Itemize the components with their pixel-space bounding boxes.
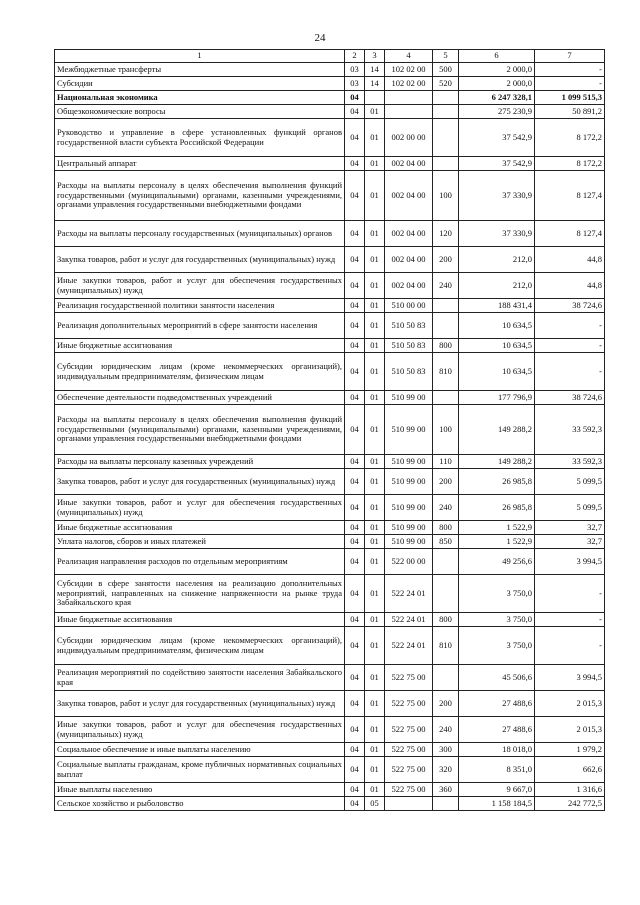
row-name-cell: Реализация государственной политики занятости населения bbox=[55, 299, 345, 313]
executed-amount-cell: 3 994,5 bbox=[535, 549, 605, 575]
row-name-cell: Уплата налогов, сборов и иных платежей bbox=[55, 535, 345, 549]
table-row bbox=[55, 665, 605, 691]
budget-table bbox=[54, 49, 605, 811]
row-name-cell: Иные выплаты населению bbox=[55, 783, 345, 797]
executed-amount-cell: 8 172,2 bbox=[535, 157, 605, 171]
subsection-code-cell: 05 bbox=[365, 797, 385, 811]
table-row bbox=[55, 549, 605, 575]
target-article-cell: 002 04 00 bbox=[385, 157, 433, 171]
subsection-code-cell: 01 bbox=[365, 119, 385, 157]
executed-amount-cell: - bbox=[535, 63, 605, 77]
expense-type-cell: 360 bbox=[433, 783, 459, 797]
executed-amount-cell: 32,7 bbox=[535, 535, 605, 549]
table-header-row bbox=[55, 50, 605, 63]
target-article-cell: 510 50 83 bbox=[385, 353, 433, 391]
section-code-cell: 04 bbox=[345, 221, 365, 247]
subsection-code-cell: 01 bbox=[365, 575, 385, 613]
table-row bbox=[55, 105, 605, 119]
table-row bbox=[55, 757, 605, 783]
section-code-cell: 04 bbox=[345, 105, 365, 119]
table-row bbox=[55, 575, 605, 613]
table-row bbox=[55, 613, 605, 627]
expense-type-cell bbox=[433, 91, 459, 105]
annual-amount-cell: 49 256,6 bbox=[459, 549, 535, 575]
target-article-cell: 510 99 00 bbox=[385, 535, 433, 549]
section-code-cell: 04 bbox=[345, 91, 365, 105]
expense-type-cell: 800 bbox=[433, 521, 459, 535]
section-code-cell: 04 bbox=[345, 575, 365, 613]
executed-amount-cell: 8 172,2 bbox=[535, 119, 605, 157]
subsection-code-cell: 01 bbox=[365, 455, 385, 469]
executed-amount-cell: - bbox=[535, 353, 605, 391]
section-code-cell: 04 bbox=[345, 535, 365, 549]
executed-amount-cell: - bbox=[535, 575, 605, 613]
section-code-cell: 04 bbox=[345, 353, 365, 391]
executed-amount-cell: 662,6 bbox=[535, 757, 605, 783]
row-name-cell: Субсидии bbox=[55, 77, 345, 91]
target-article-cell: 510 99 00 bbox=[385, 495, 433, 521]
target-article-cell: 510 99 00 bbox=[385, 391, 433, 405]
target-article-cell: 522 24 01 bbox=[385, 627, 433, 665]
executed-amount-cell: 33 592,3 bbox=[535, 405, 605, 455]
annual-amount-cell: 27 488,6 bbox=[459, 691, 535, 717]
subsection-code-cell: 01 bbox=[365, 391, 385, 405]
executed-amount-cell: - bbox=[535, 339, 605, 353]
target-article-cell: 510 99 00 bbox=[385, 521, 433, 535]
row-name-cell: Сельское хозяйство и рыболовство bbox=[55, 797, 345, 811]
page-number: 24 bbox=[314, 32, 326, 44]
section-code-cell: 04 bbox=[345, 273, 365, 299]
annual-amount-cell: 188 431,4 bbox=[459, 299, 535, 313]
table-row bbox=[55, 495, 605, 521]
section-code-cell: 04 bbox=[345, 455, 365, 469]
annual-amount-cell: 1 522,9 bbox=[459, 535, 535, 549]
subsection-code-cell: 01 bbox=[365, 521, 385, 535]
expense-type-cell: 800 bbox=[433, 339, 459, 353]
executed-amount-cell: 5 099,5 bbox=[535, 495, 605, 521]
section-code-cell: 04 bbox=[345, 391, 365, 405]
table-row bbox=[55, 521, 605, 535]
annual-amount-cell: 275 230,9 bbox=[459, 105, 535, 119]
annual-amount-cell: 212,0 bbox=[459, 273, 535, 299]
table-row bbox=[55, 119, 605, 157]
target-article-cell: 522 00 00 bbox=[385, 549, 433, 575]
subsection-code-cell: 01 bbox=[365, 353, 385, 391]
subsection-code-cell: 14 bbox=[365, 63, 385, 77]
row-name-cell: Иные закупки товаров, работ и услуг для обеспечения государственных (муниципальных) нужд bbox=[55, 717, 345, 743]
executed-amount-cell: - bbox=[535, 77, 605, 91]
target-article-cell: 510 50 83 bbox=[385, 339, 433, 353]
section-code-cell: 04 bbox=[345, 405, 365, 455]
row-name-cell: Субсидии в сфере занятости населения на реализацию дополнительных мероприятий, направленных на снижение напряженности на рынке труда Забайкальского края bbox=[55, 575, 345, 613]
subsection-code-cell: 01 bbox=[365, 105, 385, 119]
annual-amount-cell: 2 000,0 bbox=[459, 77, 535, 91]
target-article-cell: 510 99 00 bbox=[385, 405, 433, 455]
expense-type-cell: 100 bbox=[433, 171, 459, 221]
annual-amount-cell: 3 750,0 bbox=[459, 627, 535, 665]
table-row bbox=[55, 797, 605, 811]
row-name-cell: Реализация дополнительных мероприятий в сфере занятости населения bbox=[55, 313, 345, 339]
section-code-cell: 04 bbox=[345, 783, 365, 797]
section-code-cell: 04 bbox=[345, 469, 365, 495]
expense-type-cell: 200 bbox=[433, 469, 459, 495]
table-row bbox=[55, 299, 605, 313]
target-article-cell: 102 02 00 bbox=[385, 63, 433, 77]
row-name-cell: Расходы на выплаты персоналу в целях обеспечения выполнения функций государственными (муниципальными) органами, казенными учреждениями, органами управления государственными внебюджетными фондами bbox=[55, 405, 345, 455]
subsection-code-cell: 01 bbox=[365, 743, 385, 757]
table-row bbox=[55, 91, 605, 105]
target-article-cell: 522 75 00 bbox=[385, 717, 433, 743]
annual-amount-cell: 1 522,9 bbox=[459, 521, 535, 535]
subsection-code-cell: 01 bbox=[365, 691, 385, 717]
section-code-cell: 04 bbox=[345, 743, 365, 757]
executed-amount-cell: 50 891,2 bbox=[535, 105, 605, 119]
subsection-code-cell: 01 bbox=[365, 221, 385, 247]
subsection-code-cell: 01 bbox=[365, 717, 385, 743]
executed-amount-cell: 1 979,2 bbox=[535, 743, 605, 757]
table-row bbox=[55, 171, 605, 221]
executed-amount-cell: 2 015,3 bbox=[535, 691, 605, 717]
expense-type-cell: 240 bbox=[433, 717, 459, 743]
target-article-cell: 510 99 00 bbox=[385, 469, 433, 495]
annual-amount-cell: 149 288,2 bbox=[459, 455, 535, 469]
table-row bbox=[55, 627, 605, 665]
expense-type-cell: 200 bbox=[433, 247, 459, 273]
row-name-cell: Реализация мероприятий по содействию занятости населения Забайкальского края bbox=[55, 665, 345, 691]
table-row bbox=[55, 743, 605, 757]
annual-amount-cell: 37 542,9 bbox=[459, 157, 535, 171]
table-row bbox=[55, 455, 605, 469]
table-row bbox=[55, 339, 605, 353]
executed-amount-cell: 242 772,5 bbox=[535, 797, 605, 811]
expense-type-cell: 320 bbox=[433, 757, 459, 783]
executed-amount-cell: 1 316,6 bbox=[535, 783, 605, 797]
table-row bbox=[55, 247, 605, 273]
table-row bbox=[55, 273, 605, 299]
header-col-4: 4 bbox=[385, 50, 433, 63]
executed-amount-cell: 38 724,6 bbox=[535, 391, 605, 405]
target-article-cell: 002 04 00 bbox=[385, 247, 433, 273]
subsection-code-cell: 01 bbox=[365, 247, 385, 273]
annual-amount-cell: 1 158 184,5 bbox=[459, 797, 535, 811]
annual-amount-cell: 26 985,8 bbox=[459, 495, 535, 521]
executed-amount-cell: 8 127,4 bbox=[535, 171, 605, 221]
annual-amount-cell: 3 750,0 bbox=[459, 575, 535, 613]
expense-type-cell: 100 bbox=[433, 405, 459, 455]
annual-amount-cell: 18 018,0 bbox=[459, 743, 535, 757]
table-row bbox=[55, 313, 605, 339]
expense-type-cell: 810 bbox=[433, 627, 459, 665]
row-name-cell: Руководство и управление в сфере установленных функций органов государственной власти субъекта Российской Федерации bbox=[55, 119, 345, 157]
section-code-cell: 04 bbox=[345, 171, 365, 221]
target-article-cell: 522 75 00 bbox=[385, 691, 433, 717]
expense-type-cell: 500 bbox=[433, 63, 459, 77]
table-row bbox=[55, 77, 605, 91]
executed-amount-cell: 1 099 515,3 bbox=[535, 91, 605, 105]
section-code-cell: 04 bbox=[345, 665, 365, 691]
executed-amount-cell: - bbox=[535, 613, 605, 627]
target-article-cell: 002 04 00 bbox=[385, 221, 433, 247]
annual-amount-cell: 27 488,6 bbox=[459, 717, 535, 743]
annual-amount-cell: 8 351,0 bbox=[459, 757, 535, 783]
section-code-cell: 04 bbox=[345, 613, 365, 627]
section-code-cell: 04 bbox=[345, 627, 365, 665]
target-article-cell: 510 99 00 bbox=[385, 455, 433, 469]
row-name-cell: Социальные выплаты гражданам, кроме публичных нормативных социальных выплат bbox=[55, 757, 345, 783]
expense-type-cell: 810 bbox=[433, 353, 459, 391]
subsection-code-cell: 01 bbox=[365, 313, 385, 339]
target-article-cell: 522 24 01 bbox=[385, 575, 433, 613]
executed-amount-cell: 32,7 bbox=[535, 521, 605, 535]
target-article-cell: 522 75 00 bbox=[385, 783, 433, 797]
section-code-cell: 03 bbox=[345, 63, 365, 77]
row-name-cell: Расходы на выплаты персоналу в целях обеспечения выполнения функций государственными (муниципальными) органами, казенными учреждениями, органами управления государственными внебюджетными фондами bbox=[55, 171, 345, 221]
executed-amount-cell: - bbox=[535, 627, 605, 665]
executed-amount-cell: 44,8 bbox=[535, 273, 605, 299]
expense-type-cell: 850 bbox=[433, 535, 459, 549]
target-article-cell bbox=[385, 91, 433, 105]
row-name-cell: Иные закупки товаров, работ и услуг для обеспечения государственных (муниципальных) нужд bbox=[55, 495, 345, 521]
row-name-cell: Общеэкономические вопросы bbox=[55, 105, 345, 119]
subsection-code-cell: 01 bbox=[365, 783, 385, 797]
table-row bbox=[55, 535, 605, 549]
subsection-code-cell: 01 bbox=[365, 627, 385, 665]
row-name-cell: Закупка товаров, работ и услуг для государственных (муниципальных) нужд bbox=[55, 469, 345, 495]
subsection-code-cell: 01 bbox=[365, 299, 385, 313]
expense-type-cell: 200 bbox=[433, 691, 459, 717]
row-name-cell: Иные закупки товаров, работ и услуг для обеспечения государственных (муниципальных) нужд bbox=[55, 273, 345, 299]
annual-amount-cell: 37 330,9 bbox=[459, 221, 535, 247]
expense-type-cell bbox=[433, 119, 459, 157]
subsection-code-cell: 01 bbox=[365, 157, 385, 171]
table-row bbox=[55, 469, 605, 495]
subsection-code-cell: 14 bbox=[365, 77, 385, 91]
annual-amount-cell: 10 634,5 bbox=[459, 313, 535, 339]
header-col-1: 1 bbox=[55, 50, 345, 63]
annual-amount-cell: 177 796,9 bbox=[459, 391, 535, 405]
table-row bbox=[55, 405, 605, 455]
target-article-cell: 522 75 00 bbox=[385, 665, 433, 691]
table-row bbox=[55, 221, 605, 247]
section-code-cell: 04 bbox=[345, 119, 365, 157]
subsection-code-cell: 01 bbox=[365, 535, 385, 549]
expense-type-cell: 300 bbox=[433, 743, 459, 757]
expense-type-cell bbox=[433, 105, 459, 119]
expense-type-cell bbox=[433, 391, 459, 405]
annual-amount-cell: 149 288,2 bbox=[459, 405, 535, 455]
subsection-code-cell bbox=[365, 91, 385, 105]
subsection-code-cell: 01 bbox=[365, 613, 385, 627]
table-row bbox=[55, 391, 605, 405]
target-article-cell: 102 02 00 bbox=[385, 77, 433, 91]
section-code-cell: 04 bbox=[345, 717, 365, 743]
target-article-cell bbox=[385, 105, 433, 119]
expense-type-cell bbox=[433, 157, 459, 171]
subsection-code-cell: 01 bbox=[365, 469, 385, 495]
table-row bbox=[55, 63, 605, 77]
expense-type-cell bbox=[433, 549, 459, 575]
row-name-cell: Субсидии юридическим лицам (кроме некоммерческих организаций), индивидуальным предпринимателям, физическим лицам bbox=[55, 627, 345, 665]
row-name-cell: Обеспечение деятельности подведомственных учреждений bbox=[55, 391, 345, 405]
target-article-cell: 522 75 00 bbox=[385, 757, 433, 783]
annual-amount-cell: 37 542,9 bbox=[459, 119, 535, 157]
annual-amount-cell: 2 000,0 bbox=[459, 63, 535, 77]
expense-type-cell: 120 bbox=[433, 221, 459, 247]
target-article-cell bbox=[385, 797, 433, 811]
header-col-2: 2 bbox=[345, 50, 365, 63]
target-article-cell: 522 24 01 bbox=[385, 613, 433, 627]
annual-amount-cell: 45 506,6 bbox=[459, 665, 535, 691]
row-name-cell: Расходы на выплаты персоналу казенных учреждений bbox=[55, 455, 345, 469]
subsection-code-cell: 01 bbox=[365, 495, 385, 521]
expense-type-cell bbox=[433, 665, 459, 691]
subsection-code-cell: 01 bbox=[365, 273, 385, 299]
row-name-cell: Иные бюджетные ассигнования bbox=[55, 521, 345, 535]
expense-type-cell: 800 bbox=[433, 613, 459, 627]
table-row bbox=[55, 783, 605, 797]
target-article-cell: 002 04 00 bbox=[385, 171, 433, 221]
annual-amount-cell: 9 667,0 bbox=[459, 783, 535, 797]
executed-amount-cell: 3 994,5 bbox=[535, 665, 605, 691]
executed-amount-cell: - bbox=[535, 313, 605, 339]
target-article-cell: 522 75 00 bbox=[385, 743, 433, 757]
row-name-cell: Национальная экономика bbox=[55, 91, 345, 105]
section-code-cell: 04 bbox=[345, 549, 365, 575]
executed-amount-cell: 44,8 bbox=[535, 247, 605, 273]
row-name-cell: Межбюджетные трансферты bbox=[55, 63, 345, 77]
row-name-cell: Закупка товаров, работ и услуг для государственных (муниципальных) нужд bbox=[55, 691, 345, 717]
row-name-cell: Реализация направления расходов по отдельным мероприятиям bbox=[55, 549, 345, 575]
expense-type-cell: 240 bbox=[433, 495, 459, 521]
header-col-7: 7 bbox=[535, 50, 605, 63]
executed-amount-cell: 8 127,4 bbox=[535, 221, 605, 247]
expense-type-cell bbox=[433, 313, 459, 339]
header-col-5: 5 bbox=[433, 50, 459, 63]
section-code-cell: 04 bbox=[345, 495, 365, 521]
table-row bbox=[55, 691, 605, 717]
section-code-cell: 03 bbox=[345, 77, 365, 91]
executed-amount-cell: 5 099,5 bbox=[535, 469, 605, 495]
annual-amount-cell: 212,0 bbox=[459, 247, 535, 273]
section-code-cell: 04 bbox=[345, 691, 365, 717]
target-article-cell: 002 04 00 bbox=[385, 273, 433, 299]
expense-type-cell: 520 bbox=[433, 77, 459, 91]
table-row bbox=[55, 157, 605, 171]
annual-amount-cell: 26 985,8 bbox=[459, 469, 535, 495]
executed-amount-cell: 2 015,3 bbox=[535, 717, 605, 743]
section-code-cell: 04 bbox=[345, 157, 365, 171]
expense-type-cell: 240 bbox=[433, 273, 459, 299]
section-code-cell: 04 bbox=[345, 247, 365, 273]
subsection-code-cell: 01 bbox=[365, 339, 385, 353]
table-row bbox=[55, 353, 605, 391]
row-name-cell: Закупка товаров, работ и услуг для государственных (муниципальных) нужд bbox=[55, 247, 345, 273]
annual-amount-cell: 6 247 328,1 bbox=[459, 91, 535, 105]
section-code-cell: 04 bbox=[345, 521, 365, 535]
target-article-cell: 510 00 00 bbox=[385, 299, 433, 313]
row-name-cell: Иные бюджетные ассигнования bbox=[55, 339, 345, 353]
annual-amount-cell: 10 634,5 bbox=[459, 353, 535, 391]
target-article-cell: 510 50 83 bbox=[385, 313, 433, 339]
annual-amount-cell: 3 750,0 bbox=[459, 613, 535, 627]
executed-amount-cell: 33 592,3 bbox=[535, 455, 605, 469]
section-code-cell: 04 bbox=[345, 797, 365, 811]
expense-type-cell bbox=[433, 575, 459, 613]
row-name-cell: Расходы на выплаты персоналу государственных (муниципальных) органов bbox=[55, 221, 345, 247]
section-code-cell: 04 bbox=[345, 313, 365, 339]
row-name-cell: Центральный аппарат bbox=[55, 157, 345, 171]
subsection-code-cell: 01 bbox=[365, 665, 385, 691]
subsection-code-cell: 01 bbox=[365, 405, 385, 455]
row-name-cell: Иные бюджетные ассигнования bbox=[55, 613, 345, 627]
row-name-cell: Социальное обеспечение и иные выплаты населению bbox=[55, 743, 345, 757]
header-col-3: 3 bbox=[365, 50, 385, 63]
expense-type-cell: 110 bbox=[433, 455, 459, 469]
row-name-cell: Субсидии юридическим лицам (кроме некоммерческих организаций), индивидуальным предпринимателям, физическим лицам bbox=[55, 353, 345, 391]
annual-amount-cell: 10 634,5 bbox=[459, 339, 535, 353]
section-code-cell: 04 bbox=[345, 299, 365, 313]
table-row bbox=[55, 717, 605, 743]
subsection-code-cell: 01 bbox=[365, 757, 385, 783]
executed-amount-cell: 38 724,6 bbox=[535, 299, 605, 313]
header-col-6: 6 bbox=[459, 50, 535, 63]
subsection-code-cell: 01 bbox=[365, 171, 385, 221]
target-article-cell: 002 00 00 bbox=[385, 119, 433, 157]
subsection-code-cell: 01 bbox=[365, 549, 385, 575]
expense-type-cell bbox=[433, 299, 459, 313]
expense-type-cell bbox=[433, 797, 459, 811]
section-code-cell: 04 bbox=[345, 339, 365, 353]
section-code-cell: 04 bbox=[345, 757, 365, 783]
annual-amount-cell: 37 330,9 bbox=[459, 171, 535, 221]
